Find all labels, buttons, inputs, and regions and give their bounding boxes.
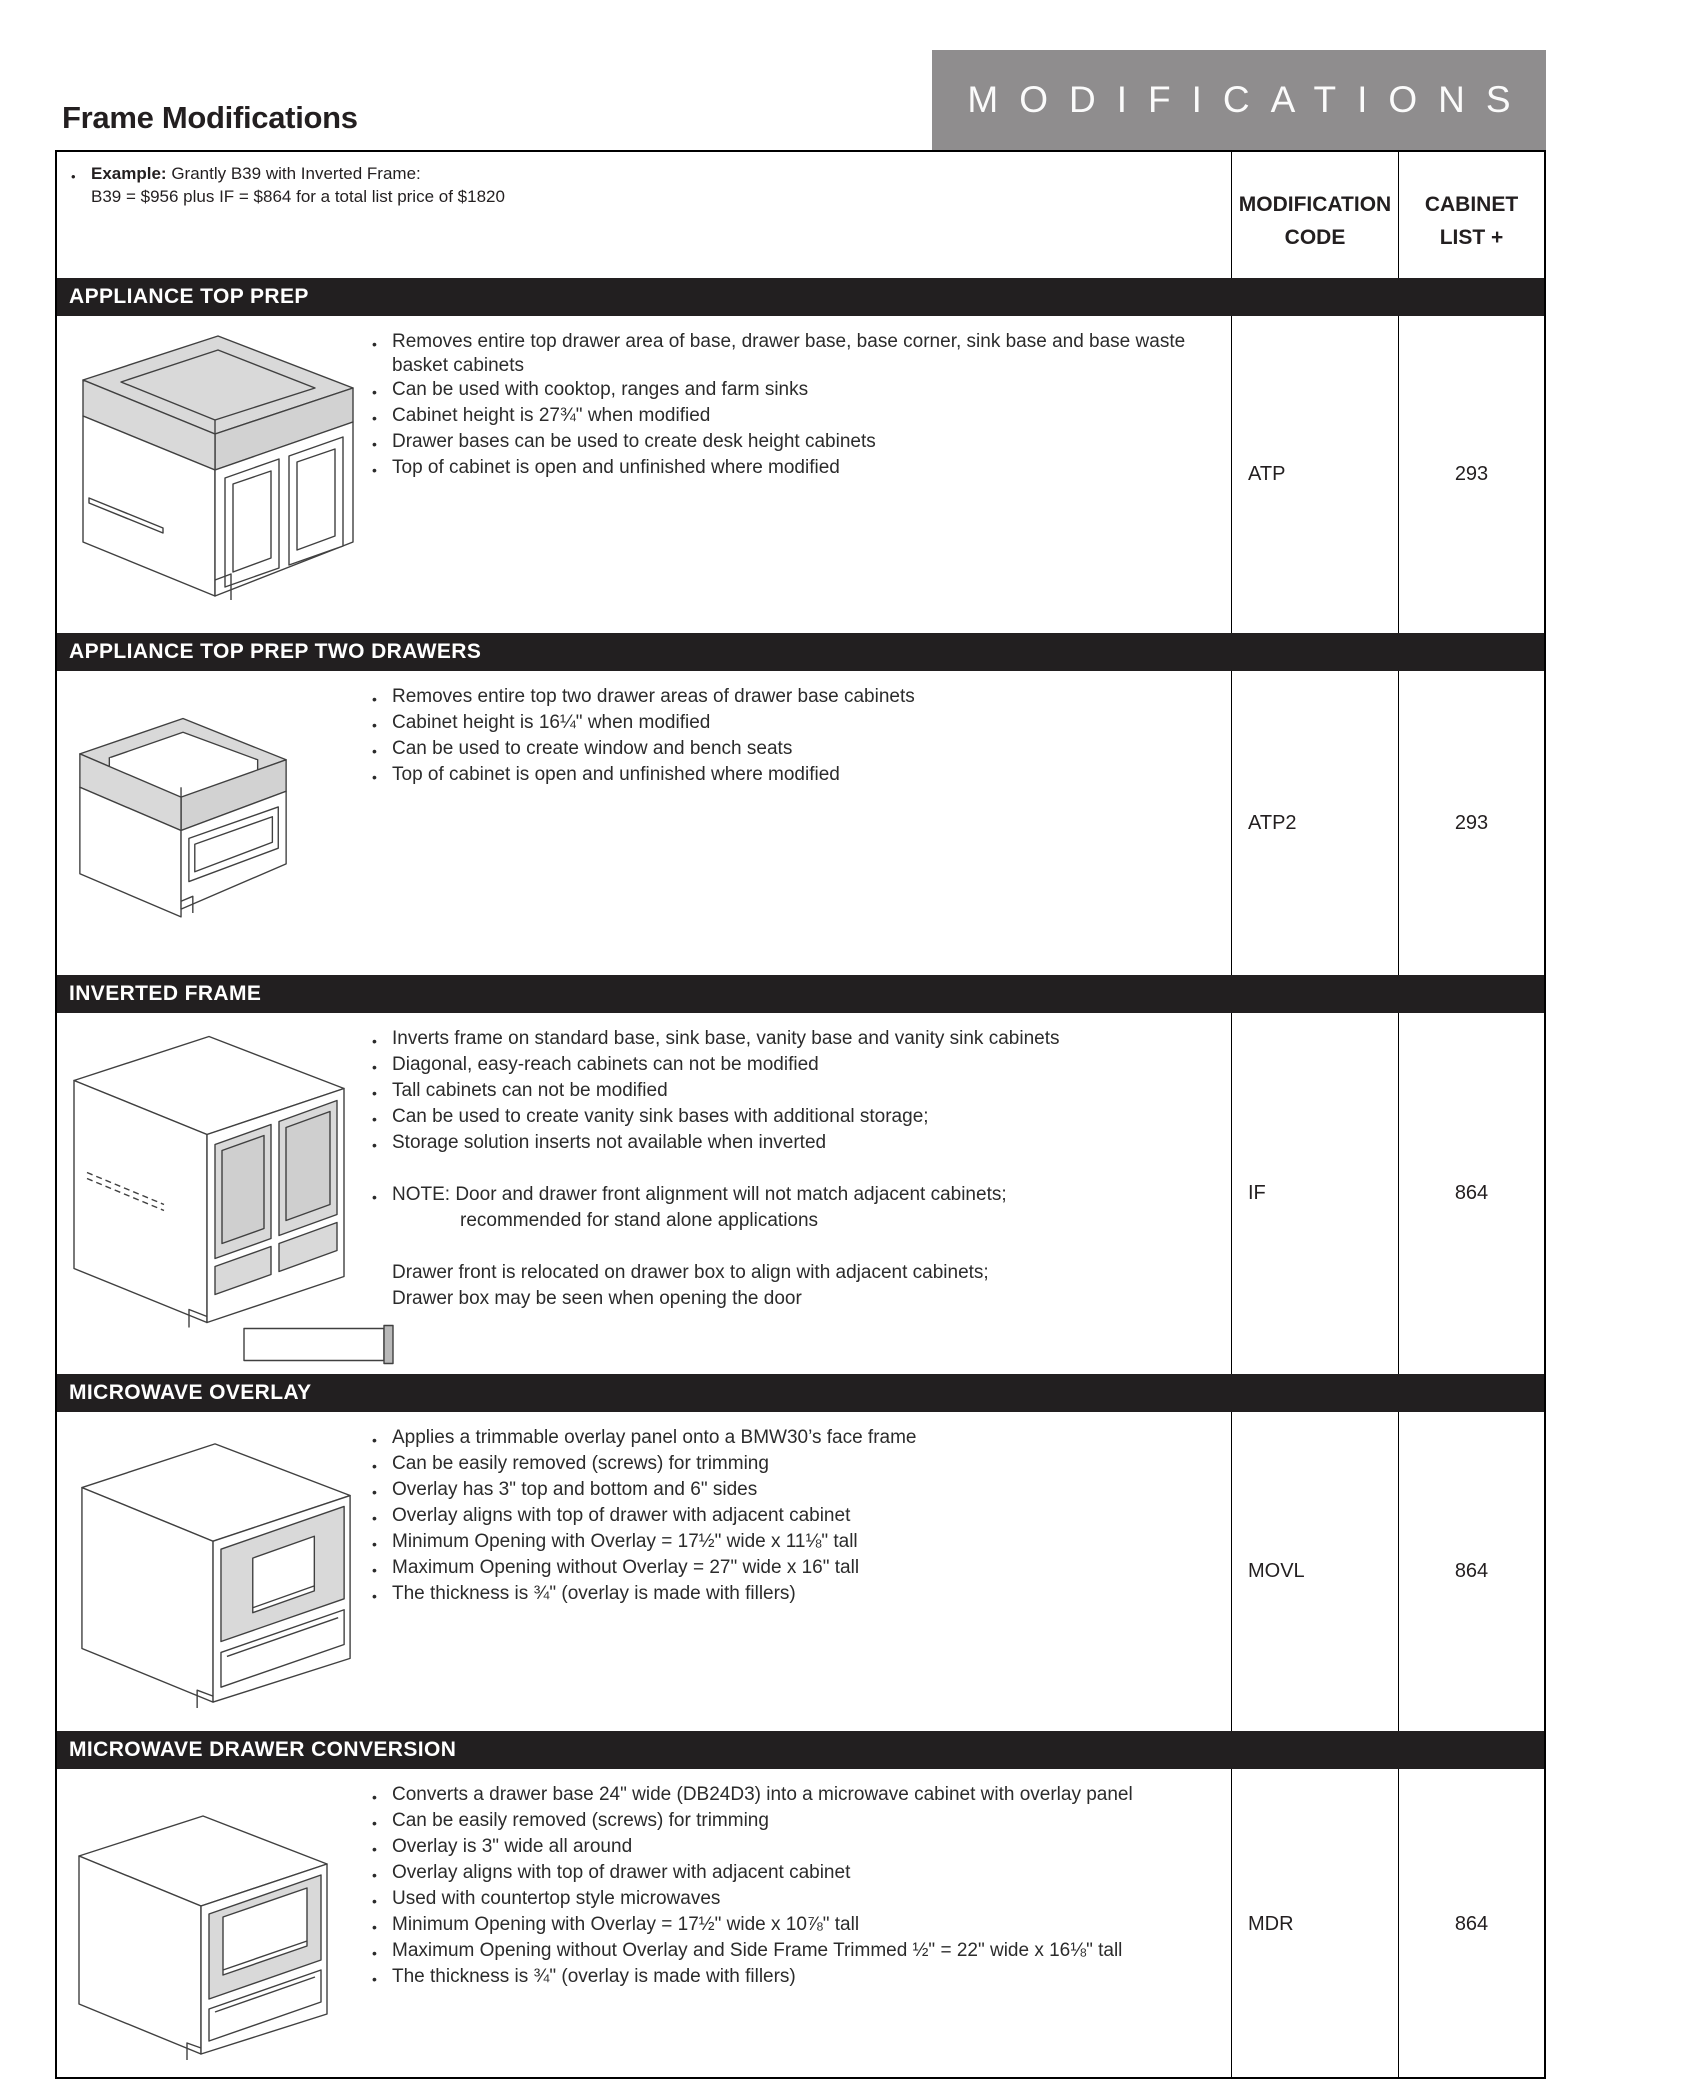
bullet-text: Storage solution inserts not available when inverted xyxy=(392,1132,827,1153)
bullet-list xyxy=(372,1783,1220,1991)
bullet-dot: • xyxy=(372,717,377,733)
bullet-dot: • xyxy=(372,1588,377,1604)
cabinet-illustration-atp2 xyxy=(63,693,303,968)
bullet-list xyxy=(372,1426,1220,1608)
bullet-dot: • xyxy=(372,1458,377,1474)
bullet-item xyxy=(372,1965,1220,1991)
cabinet-illustration-inverted-frame xyxy=(59,1021,409,1369)
section-header-label: APPLIANCE TOP PREP xyxy=(69,285,309,308)
cabinet-list-cell: 864 xyxy=(1398,1013,1544,1374)
bullet-item xyxy=(372,711,1220,737)
modification-code-cell: ATP2 xyxy=(1231,671,1398,975)
bullet-text: Removes entire top two drawer areas of drawer base cabinets xyxy=(392,686,915,707)
bullet-dot: • xyxy=(372,1789,377,1805)
bullet-item xyxy=(372,685,1220,711)
bullet-item xyxy=(372,1426,1220,1452)
cabinet-list-cell: 864 xyxy=(1398,1412,1544,1731)
bullet-dot: • xyxy=(372,743,377,759)
bullet-item xyxy=(372,1530,1220,1556)
section-header-label: INVERTED FRAME xyxy=(69,982,262,1005)
bullet-dot: • xyxy=(372,1033,377,1049)
bullet-text: recommended for stand alone applications xyxy=(460,1210,819,1231)
bullet-text: Can be used to create window and bench seats xyxy=(392,738,793,759)
bullet-dot: • xyxy=(372,691,377,707)
modifications-table xyxy=(55,150,1546,2079)
bullet-item xyxy=(372,378,1220,404)
bullet-item xyxy=(372,1478,1220,1504)
modification-code-cell: ATP xyxy=(1231,316,1398,633)
section-header-bar xyxy=(57,1374,1544,1412)
bullet-item xyxy=(372,430,1220,456)
section-header-label: MICROWAVE DRAWER CONVERSION xyxy=(69,1738,457,1761)
bullet-item xyxy=(372,404,1220,430)
bullet-dot: • xyxy=(372,1945,377,1961)
section-header-label: MICROWAVE OVERLAY xyxy=(69,1381,312,1404)
bullet-text: Diagonal, easy-reach cabinets can not be modified xyxy=(392,1054,819,1075)
bullet-dot: • xyxy=(372,1189,377,1205)
cabinet-illustration-atp xyxy=(63,328,373,628)
bullet-item xyxy=(372,737,1220,763)
cabinet-list-cell: 293 xyxy=(1398,316,1544,633)
modification-code-cell: MOVL xyxy=(1231,1412,1398,1731)
bullet-item xyxy=(372,1809,1220,1835)
bullet-dot: • xyxy=(372,1137,377,1153)
bullet-item xyxy=(372,330,1220,378)
bullet-dot: • xyxy=(71,169,76,184)
bullet-text: The thickness is ¾" (overlay is made with fillers) xyxy=(392,1583,796,1604)
section-header-label: APPLIANCE TOP PREP TWO DRAWERS xyxy=(69,640,482,663)
cabinet-illustration-atp2 xyxy=(63,693,303,968)
modification-code-cell: IF xyxy=(1231,1013,1398,1374)
bullet-dot: • xyxy=(372,1484,377,1500)
bullet-text: Top of cabinet is open and unfinished where modified xyxy=(392,457,840,478)
bullet-dot: • xyxy=(372,1893,377,1909)
column-header-cabinet-list: CABINET LIST + xyxy=(1398,152,1544,278)
bullet-item xyxy=(372,763,1220,789)
bullet-text: Minimum Opening with Overlay = 17½" wide x 10⅞" tall xyxy=(392,1914,860,1935)
cabinet-illustration-atp xyxy=(63,328,373,628)
bullet-item xyxy=(372,1504,1220,1530)
bullet-item xyxy=(372,1131,1220,1157)
bullet-item xyxy=(372,1556,1220,1582)
modification-code-cell: MDR xyxy=(1231,1769,1398,2079)
bullet-item xyxy=(372,1939,1220,1965)
bullet-text: Maximum Opening without Overlay = 27" wide x 16" tall xyxy=(392,1557,860,1578)
example-text: Example: Grantly B39 with Inverted Frame: B39 = $956 plus IF = $864 for a total list price of $1820 xyxy=(91,164,505,206)
table-header-row xyxy=(57,152,1544,278)
bullet-item xyxy=(372,1861,1220,1887)
bullet-text: NOTE: Door and drawer front alignment will not match adjacent cabinets; xyxy=(392,1184,1007,1205)
bullet-dot: • xyxy=(372,1536,377,1552)
example-cell xyxy=(57,152,1231,278)
bullet-dot: • xyxy=(372,1432,377,1448)
bullet-dot: • xyxy=(372,1059,377,1075)
bullet-text: Cabinet height is 16¼" when modified xyxy=(392,712,711,733)
bullet-text: The thickness is ¾" (overlay is made with fillers) xyxy=(392,1966,796,1987)
cabinet-list-cell: 293 xyxy=(1398,671,1544,975)
bullet-text: Drawer box may be seen when opening the door xyxy=(392,1288,802,1309)
bullet-dot: • xyxy=(372,1867,377,1883)
section-description-cell xyxy=(57,1013,1231,1374)
bullet-text: Cabinet height is 27¾" when modified xyxy=(392,405,711,426)
bullet-dot: • xyxy=(372,1815,377,1831)
bullet-item xyxy=(440,1209,1220,1235)
bullet-text: Overlay aligns with top of drawer with adjacent cabinet xyxy=(392,1862,851,1883)
bullet-text: Overlay has 3" top and bottom and 6" sides xyxy=(392,1479,758,1500)
cabinet-illustration-microwave-overlay xyxy=(63,1428,373,1716)
bullet-text: Drawer front is relocated on drawer box to align with adjacent cabinets; xyxy=(392,1262,989,1283)
bullet-item xyxy=(372,1027,1220,1053)
bullet-item xyxy=(372,1079,1220,1105)
bullet-item xyxy=(372,1261,1220,1287)
bullet-text: Applies a trimmable overlay panel onto a BMW30’s face frame xyxy=(392,1427,917,1448)
bullet-text: Can be easily removed (screws) for trimming xyxy=(392,1810,769,1831)
bullet-text: Overlay aligns with top of drawer with adjacent cabinet xyxy=(392,1505,851,1526)
bullet-text: Top of cabinet is open and unfinished where modified xyxy=(392,764,840,785)
bullet-dot: • xyxy=(372,769,377,785)
section-content-row xyxy=(57,316,1544,633)
bullet-text: Converts a drawer base 24" wide (DB24D3) into a microwave cabinet with overlay panel xyxy=(392,1784,1133,1805)
bullet-item xyxy=(372,1783,1220,1809)
bullet-dot: • xyxy=(372,1111,377,1127)
section-content-row xyxy=(57,1412,1544,1731)
bullet-item xyxy=(372,456,1220,482)
bullet-item xyxy=(372,1913,1220,1939)
bullet-text: Can be easily removed (screws) for trimming xyxy=(392,1453,769,1474)
bullet-dot: • xyxy=(372,436,377,452)
bullet-text: Maximum Opening without Overlay and Side Frame Trimmed ½" = 22" wide x 16⅛" tall xyxy=(392,1940,1123,1961)
bullet-text: Removes entire top drawer area of base, drawer base, base corner, sink base and base waste basket cabinets xyxy=(392,331,1186,376)
section-header-bar xyxy=(57,278,1544,316)
bullet-list xyxy=(372,1027,1220,1313)
section-header-bar xyxy=(57,633,1544,671)
bullet-dot: • xyxy=(372,336,377,352)
bullet-text: Overlay is 3" wide all around xyxy=(392,1836,633,1857)
cabinet-illustration-movl xyxy=(63,1428,373,1716)
bullet-item xyxy=(372,1835,1220,1861)
section-description-cell xyxy=(57,671,1231,975)
bullet-dot: • xyxy=(372,384,377,400)
section-content-row xyxy=(57,671,1544,975)
bullet-text: Tall cabinets can not be modified xyxy=(392,1080,668,1101)
bullet-dot: • xyxy=(372,1841,377,1857)
column-header-modification-code: MODIFICATION CODE xyxy=(1231,152,1398,278)
section-content-row xyxy=(57,1769,1544,2079)
section-header-bar xyxy=(57,975,1544,1013)
cabinet-list-cell: 864 xyxy=(1398,1769,1544,2079)
section-header-bar xyxy=(57,1731,1544,1769)
bullet-item xyxy=(372,1287,1220,1313)
bullet-item xyxy=(372,1105,1220,1131)
bullet-text: Inverts frame on standard base, sink base, vanity base and vanity sink cabinets xyxy=(392,1028,1060,1049)
cabinet-illustration-if xyxy=(59,1021,409,1369)
modifications-banner-label: MODIFICATIONS xyxy=(967,79,1532,120)
page-title: Frame Modifications xyxy=(62,100,358,135)
bullet-item xyxy=(372,1582,1220,1608)
bullet-text: Can be used to create vanity sink bases with additional storage; xyxy=(392,1106,929,1127)
modifications-banner xyxy=(932,50,1546,150)
sections xyxy=(57,278,1544,2079)
bullet-item xyxy=(372,1887,1220,1913)
bullet-text: Drawer bases can be used to create desk height cabinets xyxy=(392,431,876,452)
bullet-dot: • xyxy=(372,462,377,478)
bullet-dot: • xyxy=(372,1510,377,1526)
bullet-dot: • xyxy=(372,1971,377,1987)
bullet-text: Can be used with cooktop, ranges and farm sinks xyxy=(392,379,809,400)
bullet-item xyxy=(372,1053,1220,1079)
cabinet-illustration-mdr xyxy=(63,1799,343,2071)
bullet-dot: • xyxy=(372,1562,377,1578)
bullet-dot: • xyxy=(372,410,377,426)
section-content-row xyxy=(57,1013,1544,1374)
bullet-dot: • xyxy=(372,1919,377,1935)
section-description-cell xyxy=(57,316,1231,633)
bullet-text: Minimum Opening with Overlay = 17½" wide x 11⅛" tall xyxy=(392,1531,858,1552)
bullet-dot: • xyxy=(372,1085,377,1101)
section-description-cell xyxy=(57,1412,1231,1731)
bullet-item xyxy=(372,1183,1220,1209)
bullet-item xyxy=(372,1452,1220,1478)
bullet-list xyxy=(372,330,1220,482)
cabinet-illustration-microwave-drawer xyxy=(63,1799,343,2071)
section-description-cell xyxy=(57,1769,1231,2079)
bullet-text: Used with countertop style microwaves xyxy=(392,1888,721,1909)
bullet-list xyxy=(372,685,1220,789)
